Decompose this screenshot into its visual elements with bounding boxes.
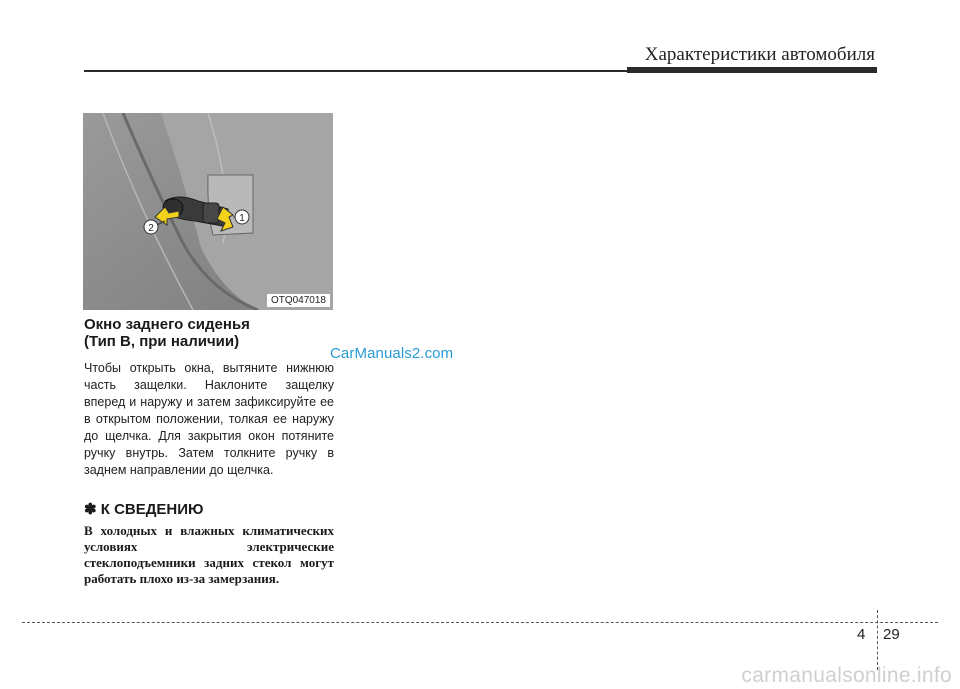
watermark-carmanualsonline[interactable]: carmanualsonline.info: [741, 664, 952, 687]
section-title-line2: (Тип В, при наличии): [84, 333, 240, 350]
note-symbol-icon: ✽: [84, 501, 97, 518]
page-chapter: 4: [857, 626, 866, 643]
callout-2-label: 2: [148, 223, 154, 234]
section-body: Чтобы открыть окна, вытяните нижнюю часть защелки. Наклоните защелку вперед и наружу и затем зафиксируйте ее в открытом положении, толкая ее наружу до щелчка. Для закрытия окон потяните ручку внутрь. Затем толкните ручку в заднем направлении до щелчка.: [84, 361, 334, 477]
header-title: Характеристики автомобиля: [644, 44, 875, 65]
note-heading-label: К СВЕДЕНИЮ: [100, 501, 204, 518]
section-title-line1: Окно заднего сиденья: [84, 316, 250, 333]
footer-dashed-line: [22, 622, 938, 623]
footer-dashed-divider: [877, 610, 878, 670]
note-text: В холодных и влажных климатических условиях электрические стеклоподъемники задних стекол могут работать плохо из-за замерзания.: [84, 523, 334, 586]
section-title: [84, 316, 334, 350]
main-content: [84, 316, 334, 587]
watermark-carmanuals2[interactable]: CarManuals2.com: [330, 345, 454, 362]
latch-drawing: [83, 113, 333, 310]
note-heading: [84, 501, 334, 519]
header-rule-thick: [627, 67, 877, 73]
page-number: 29: [883, 626, 900, 643]
window-latch-illustration: [83, 113, 333, 310]
header-rule-thin: [84, 70, 627, 72]
figure-code: OTQ047018: [267, 294, 330, 307]
callout-1-label: 1: [239, 213, 245, 224]
